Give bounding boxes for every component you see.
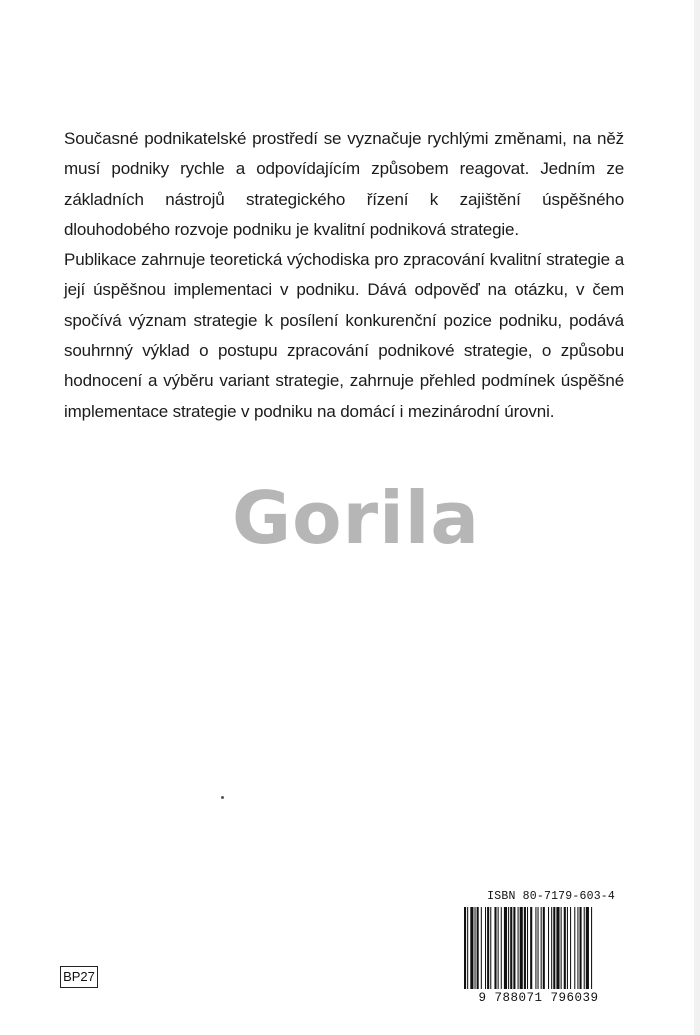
barcode-stripe	[567, 907, 568, 991]
barcode-stripe	[543, 907, 545, 991]
barcode-stripe	[477, 907, 479, 991]
barcode-stripe	[538, 907, 539, 991]
barcode-stripe	[470, 907, 473, 991]
barcode-stripe	[494, 907, 496, 991]
barcode-stripe	[570, 907, 571, 991]
gorila-watermark: Gorila	[232, 476, 481, 560]
barcode-stripe	[586, 907, 589, 991]
barcode-stripe	[541, 907, 542, 991]
blurb-paragraph-1: Současné podnikatelské prostředí se vyznačuje rychlými změnami, na něž musí podniky rychle a odpovídajícím způsobem reagovat. Jedním ze základních nástrojů strategického řízení k zajištění úspěšného dlouhodobého rozvoje podniku je kvalitní podniková strategie.	[64, 129, 624, 239]
blurb-paragraph-2: Publikace zahrnuje teoretická východiska pro zpracování kvalitní strategie a její úspěšnou implementaci v podniku. Dává odpověď na otázku, v čem spočívá význam strategie k posílení konkurenční pozice podniku, podává souhrnný výklad o postupu zpracování podnikové strategie, o způsobu hodnocení a výběru variant strategie, zahrnuje přehled podmínek úspěšné implementace strategie v podniku na domácí i mezinárodní úrovni.	[64, 250, 624, 421]
barcode-stripe	[520, 907, 523, 991]
barcode-stripe	[490, 907, 491, 991]
back-cover-blurb	[64, 124, 624, 427]
barcode-stripe	[485, 907, 486, 991]
barcode-stripe	[556, 907, 559, 991]
barcode-stripe	[561, 907, 562, 991]
barcode-stripe	[513, 907, 515, 991]
barcode-stripe	[501, 907, 502, 991]
barcode-stripe	[553, 907, 555, 991]
barcode-stripe	[584, 907, 585, 991]
page-edge	[694, 0, 700, 1035]
barcode-stripe	[481, 907, 482, 991]
barcode-stripe	[475, 907, 476, 991]
barcode-stripe	[498, 907, 499, 991]
barcode-stripe	[518, 907, 519, 991]
product-code-box: BP27	[60, 966, 98, 988]
barcode-stripe	[535, 907, 536, 991]
barcode-stripe	[577, 907, 578, 991]
isbn-label: ISBN 80-7179-603-4	[487, 890, 615, 903]
print-speck	[221, 796, 224, 799]
barcode-stripe	[551, 907, 552, 991]
barcode-stripe	[510, 907, 512, 991]
barcode-stripe	[504, 907, 507, 991]
barcode-digits: 9 788071 796039	[462, 989, 615, 1007]
barcode-stripe	[508, 907, 509, 991]
barcode-stripe	[574, 907, 575, 991]
barcode-block	[462, 907, 615, 1009]
barcode-stripe	[524, 907, 526, 991]
barcode-stripe	[487, 907, 489, 991]
barcode-stripe	[580, 907, 582, 991]
barcode-stripe	[564, 907, 566, 991]
barcode-stripe	[548, 907, 549, 991]
